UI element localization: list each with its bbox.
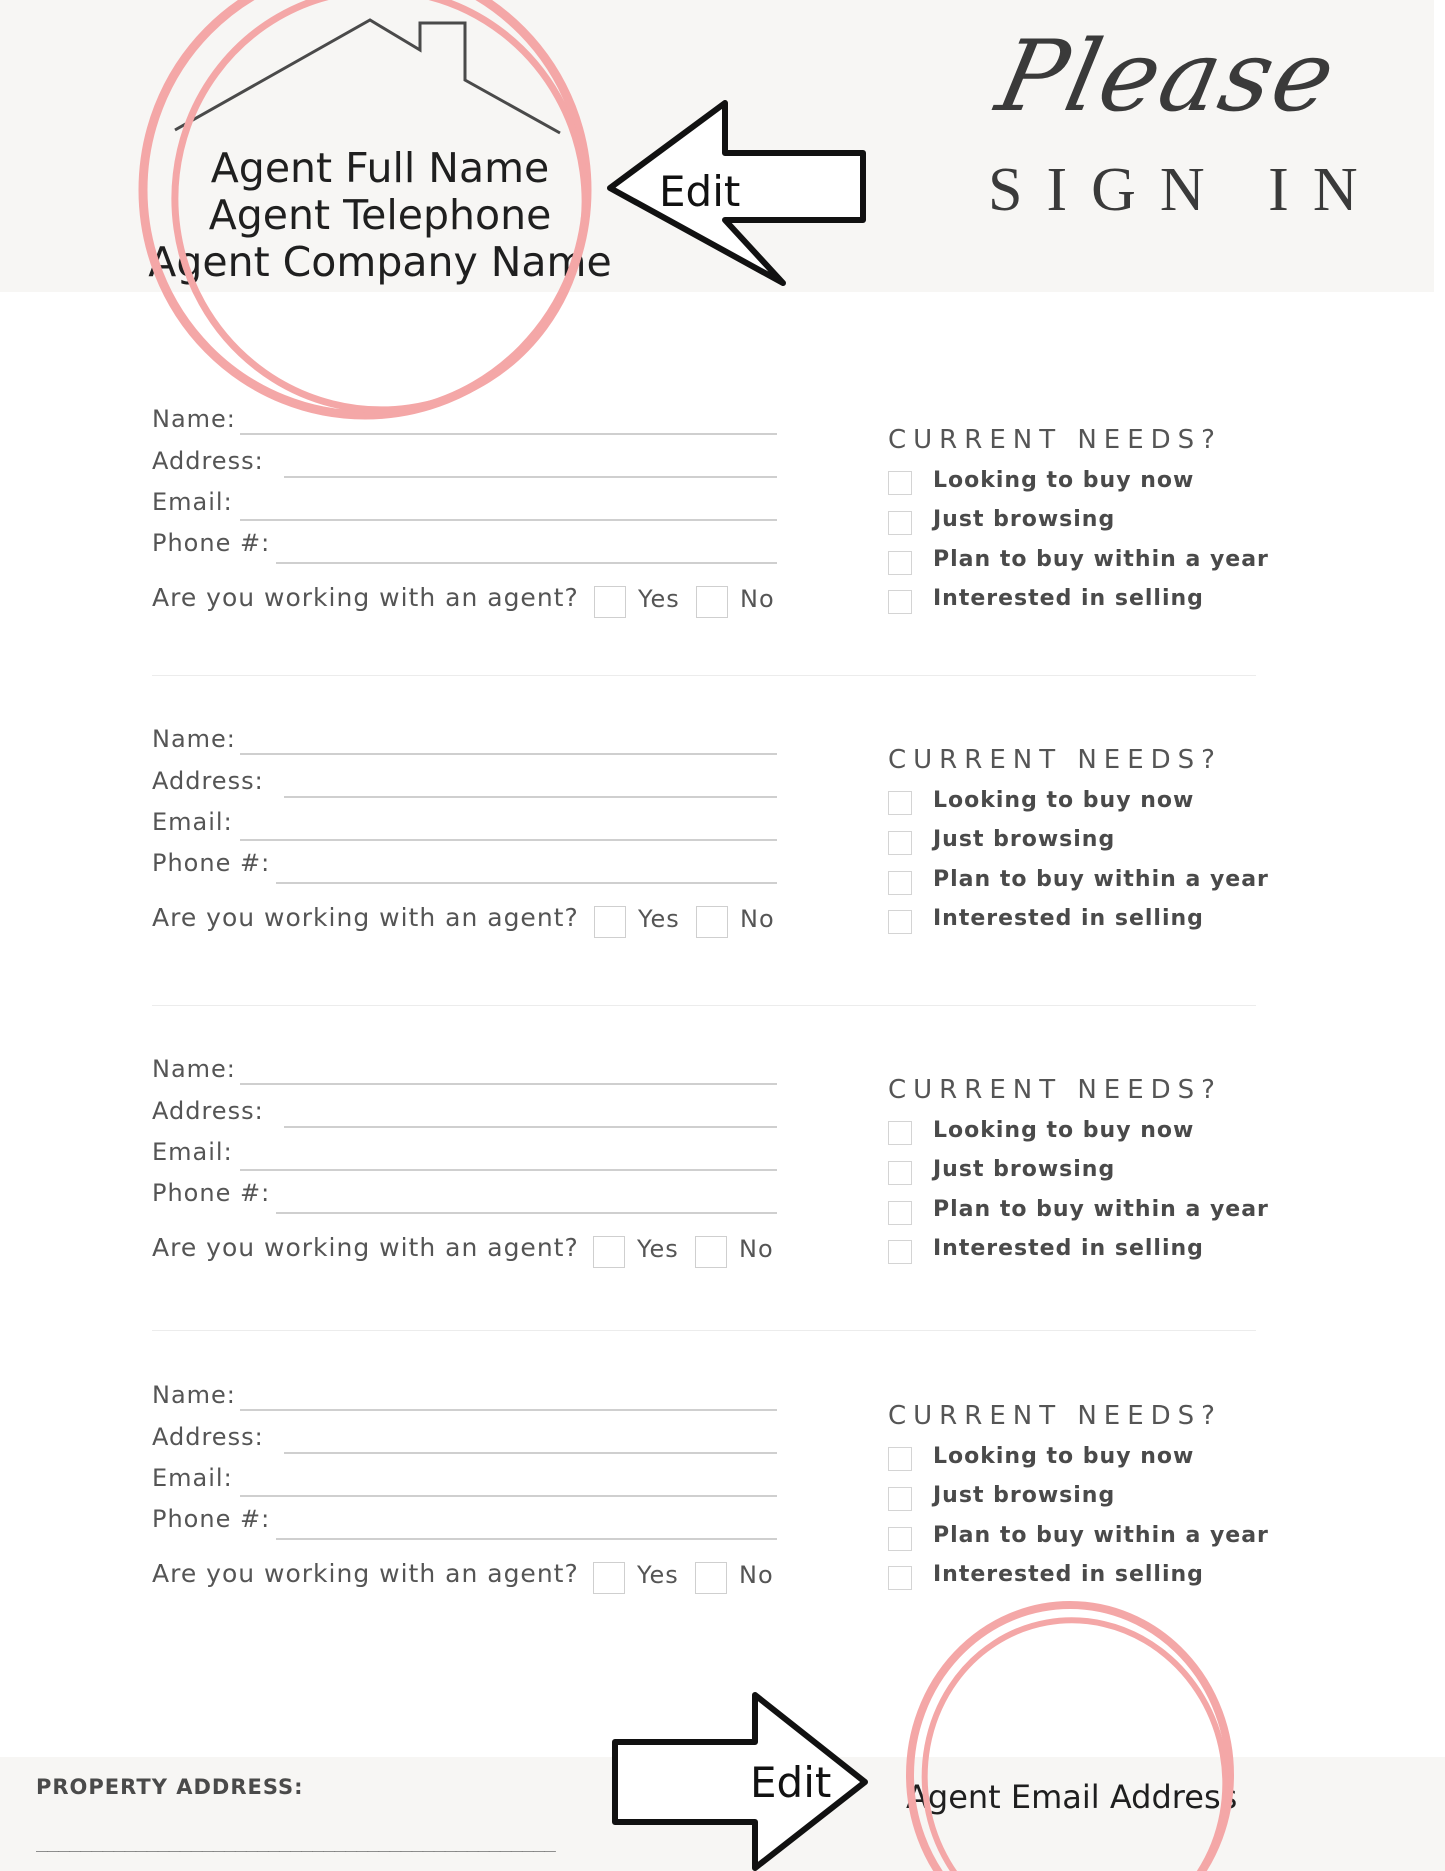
email-label: Email: [152, 1464, 233, 1492]
email-field[interactable] [240, 839, 777, 841]
email-label: Email: [152, 1138, 233, 1166]
agent-no-checkbox[interactable] [696, 906, 728, 938]
agent-yes-checkbox[interactable] [593, 1236, 625, 1268]
address-field[interactable] [284, 476, 777, 478]
circle-annotation-footer [885, 1590, 1255, 1871]
need-label-selling: Interested in selling [933, 1562, 1204, 1587]
need-label-within-year: Plan to buy within a year [933, 1523, 1269, 1548]
email-field[interactable] [240, 1169, 777, 1171]
address-label: Address: [152, 1097, 264, 1125]
need-checkbox-within-year[interactable] [888, 551, 912, 575]
right-arrow-icon [610, 1690, 875, 1871]
need-checkbox-browsing[interactable] [888, 511, 912, 535]
need-checkbox-selling[interactable] [888, 910, 912, 934]
phone-field[interactable] [276, 562, 777, 564]
entry-divider [152, 1005, 1256, 1006]
yes-label: Yes [638, 585, 680, 613]
agent-no-checkbox[interactable] [696, 586, 728, 618]
agent-no-checkbox[interactable] [695, 1562, 727, 1594]
sign-in-title: SIGN IN [988, 156, 1382, 224]
need-label-selling: Interested in selling [933, 1236, 1204, 1261]
need-label-selling: Interested in selling [933, 906, 1204, 931]
need-label-browsing: Just browsing [933, 1157, 1116, 1182]
need-label-buy-now: Looking to buy now [933, 468, 1195, 493]
name-label: Name: [152, 405, 236, 433]
current-needs-title: CURRENT NEEDS? [888, 1401, 1222, 1431]
need-checkbox-within-year[interactable] [888, 1201, 912, 1225]
yes-label: Yes [637, 1561, 679, 1589]
entry-divider [152, 1330, 1256, 1331]
name-label: Name: [152, 725, 236, 753]
need-label-browsing: Just browsing [933, 1483, 1116, 1508]
yes-label: Yes [638, 905, 680, 933]
name-field[interactable] [240, 1409, 777, 1411]
please-script-title: Please [987, 20, 1347, 134]
email-field[interactable] [240, 519, 777, 521]
need-checkbox-browsing[interactable] [888, 1161, 912, 1185]
need-checkbox-selling[interactable] [888, 590, 912, 614]
need-checkbox-selling[interactable] [888, 1240, 912, 1264]
agent-no-checkbox[interactable] [695, 1236, 727, 1268]
no-label: No [740, 585, 775, 613]
address-label: Address: [152, 447, 264, 475]
phone-field[interactable] [276, 1212, 777, 1214]
current-needs-title: CURRENT NEEDS? [888, 745, 1222, 775]
agent-question: Are you working with an agent? [152, 1233, 579, 1262]
no-label: No [739, 1235, 774, 1263]
address-field[interactable] [284, 1126, 777, 1128]
phone-label: Phone #: [152, 529, 271, 557]
agent-company-name[interactable]: Agent Company Name [148, 238, 612, 286]
need-label-buy-now: Looking to buy now [933, 1444, 1195, 1469]
need-label-browsing: Just browsing [933, 507, 1116, 532]
need-label-buy-now: Looking to buy now [933, 788, 1195, 813]
name-label: Name: [152, 1055, 236, 1083]
agent-yes-checkbox[interactable] [594, 586, 626, 618]
agent-telephone[interactable]: Agent Telephone [208, 191, 552, 239]
email-label: Email: [152, 808, 233, 836]
agent-email-address[interactable]: Agent Email Address [906, 1778, 1238, 1816]
signin-entry-1 [0, 405, 1445, 665]
email-field[interactable] [240, 1495, 777, 1497]
need-checkbox-buy-now[interactable] [888, 791, 912, 815]
property-address-field[interactable]: _______________________________________________ [36, 1828, 555, 1852]
agent-yes-checkbox[interactable] [594, 906, 626, 938]
need-label-within-year: Plan to buy within a year [933, 1197, 1269, 1222]
no-label: No [739, 1561, 774, 1589]
name-label: Name: [152, 1381, 236, 1409]
current-needs-title: CURRENT NEEDS? [888, 1075, 1222, 1105]
email-label: Email: [152, 488, 233, 516]
agent-yes-checkbox[interactable] [593, 1562, 625, 1594]
phone-field[interactable] [276, 1538, 777, 1540]
edit-callout-footer[interactable]: Edit [750, 1758, 832, 1807]
need-checkbox-buy-now[interactable] [888, 1121, 912, 1145]
address-field[interactable] [284, 796, 777, 798]
no-label: No [740, 905, 775, 933]
phone-label: Phone #: [152, 849, 271, 877]
signin-entry-3 [0, 1055, 1445, 1315]
need-checkbox-within-year[interactable] [888, 1527, 912, 1551]
need-label-buy-now: Looking to buy now [933, 1118, 1195, 1143]
need-checkbox-selling[interactable] [888, 1566, 912, 1590]
circle-annotation-header [120, 0, 620, 430]
need-label-selling: Interested in selling [933, 586, 1204, 611]
agent-question: Are you working with an agent? [152, 1559, 579, 1588]
need-checkbox-buy-now[interactable] [888, 471, 912, 495]
need-checkbox-within-year[interactable] [888, 871, 912, 895]
entry-divider [152, 675, 1256, 676]
need-label-browsing: Just browsing [933, 827, 1116, 852]
need-checkbox-browsing[interactable] [888, 1487, 912, 1511]
address-label: Address: [152, 767, 264, 795]
agent-full-name[interactable]: Agent Full Name [210, 144, 550, 192]
agent-question: Are you working with an agent? [152, 903, 579, 932]
address-field[interactable] [284, 1452, 777, 1454]
property-address-label: PROPERTY ADDRESS: [36, 1775, 304, 1799]
current-needs-title: CURRENT NEEDS? [888, 425, 1222, 455]
edit-callout-header[interactable]: Edit [659, 167, 741, 216]
address-label: Address: [152, 1423, 264, 1451]
phone-field[interactable] [276, 882, 777, 884]
need-checkbox-browsing[interactable] [888, 831, 912, 855]
agent-question: Are you working with an agent? [152, 583, 579, 612]
signin-entry-2 [0, 725, 1445, 985]
need-label-within-year: Plan to buy within a year [933, 867, 1269, 892]
yes-label: Yes [637, 1235, 679, 1263]
name-field[interactable] [240, 433, 777, 435]
need-label-within-year: Plan to buy within a year [933, 547, 1269, 572]
phone-label: Phone #: [152, 1179, 271, 1207]
need-checkbox-buy-now[interactable] [888, 1447, 912, 1471]
phone-label: Phone #: [152, 1505, 271, 1533]
name-field[interactable] [240, 1083, 777, 1085]
name-field[interactable] [240, 753, 777, 755]
